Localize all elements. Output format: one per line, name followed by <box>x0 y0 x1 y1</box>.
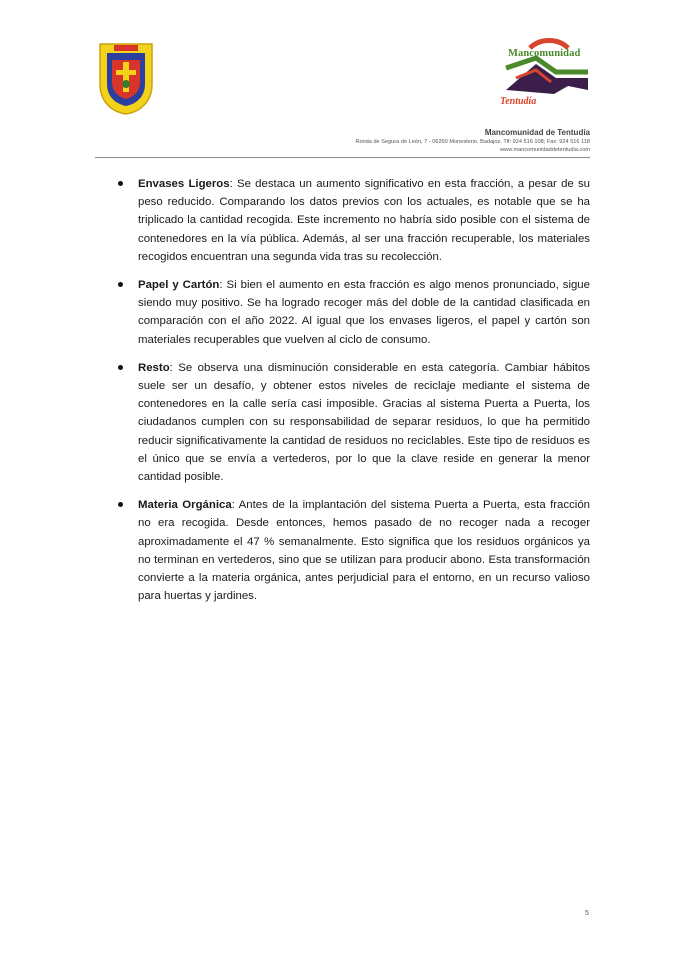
coat-of-arms-icon <box>96 40 156 116</box>
item-term: Papel y Cartón <box>138 279 220 292</box>
mancomunidad-logo <box>496 38 594 112</box>
organization-website: www.mancomunidaddetentudia.com <box>500 147 590 153</box>
bullet-icon <box>118 181 123 186</box>
item-text: Antes de la implantación del sistema Puerta a Puerta, esta fracción no era recogida. Desde entonces, hemos pasado de no recoger nada a recoger aproximadamente el 47 % semanalmente. Esto significa que los residuos orgánicos ya no terminan en vertederos, sino que se utilizan para producir abono. Esta transformación convierte a la materia orgánica, antes perjudicial para el entorno, en un recurso valioso para huertas y jardines. <box>138 499 590 603</box>
header-divider <box>95 157 590 158</box>
organization-address: Ronda de Segura de León, 7 - 06260 Monesterio. Badajoz. Tlf: 924 516 108; Fax: 924 516 118 <box>355 139 590 145</box>
organization-name: Mancomunidad de Tentudía <box>484 128 590 137</box>
item-text: Se observa una disminución considerable en esta categoría. Cambiar hábitos suele ser un desafío, y obtener estos niveles de reciclaje mediante el sistema de contenedores en la calle sería casi imposible. Gracias al sistema Puerta a Puerta, los ciudadanos cumplen con su responsabilidad de separar residuos, lo que ha permitido reducir significativamente la cantidad de residuos no reciclables. Este tipo de residuos es el único que se envía a vertederos, por lo que la clave reside en generar la menor cantidad posible. <box>138 361 590 484</box>
bullet-list <box>118 175 590 615</box>
logo-brand-bottom: Tentudía <box>500 96 537 107</box>
item-text: Si bien el aumento en esta fracción es algo menos pronunciado, sigue siendo muy positivo. Se ha logrado recoger más del doble de la cantidad clasificada en comparación con el año 2022. Al igual que los envases ligeros, el papel y cartón son materiales recuperables que vuelven al ciclo de consumo. <box>138 279 590 346</box>
list-item <box>118 175 590 266</box>
logo-brand-top: Mancomunidad <box>508 48 581 59</box>
item-separator: : <box>231 499 239 512</box>
list-item <box>118 276 590 349</box>
list-item <box>118 359 590 486</box>
page-number: 5 <box>585 910 589 917</box>
item-term: Resto <box>138 361 170 374</box>
item-separator: : <box>169 361 179 374</box>
item-term: Materia Orgánica <box>138 499 232 512</box>
item-text: Se destaca un aumento significativo en esta fracción, a pesar de su peso reducido. Comparando los datos previos con los actuales, es notable que se ha triplicado la cantidad recogida. Este incremento no habría sido posible con el sistema de contenedores en la vía pública. Además, al ser una fracción recuperable, los materiales recogidos encuentran una segunda vida tras su recolección. <box>138 178 590 263</box>
item-separator: : <box>229 178 238 190</box>
item-separator: : <box>219 279 227 292</box>
bullet-icon <box>118 282 123 287</box>
bullet-icon <box>118 365 123 370</box>
list-item <box>118 496 590 605</box>
item-term: Envases Ligeros <box>138 178 230 190</box>
bullet-icon <box>118 502 123 507</box>
